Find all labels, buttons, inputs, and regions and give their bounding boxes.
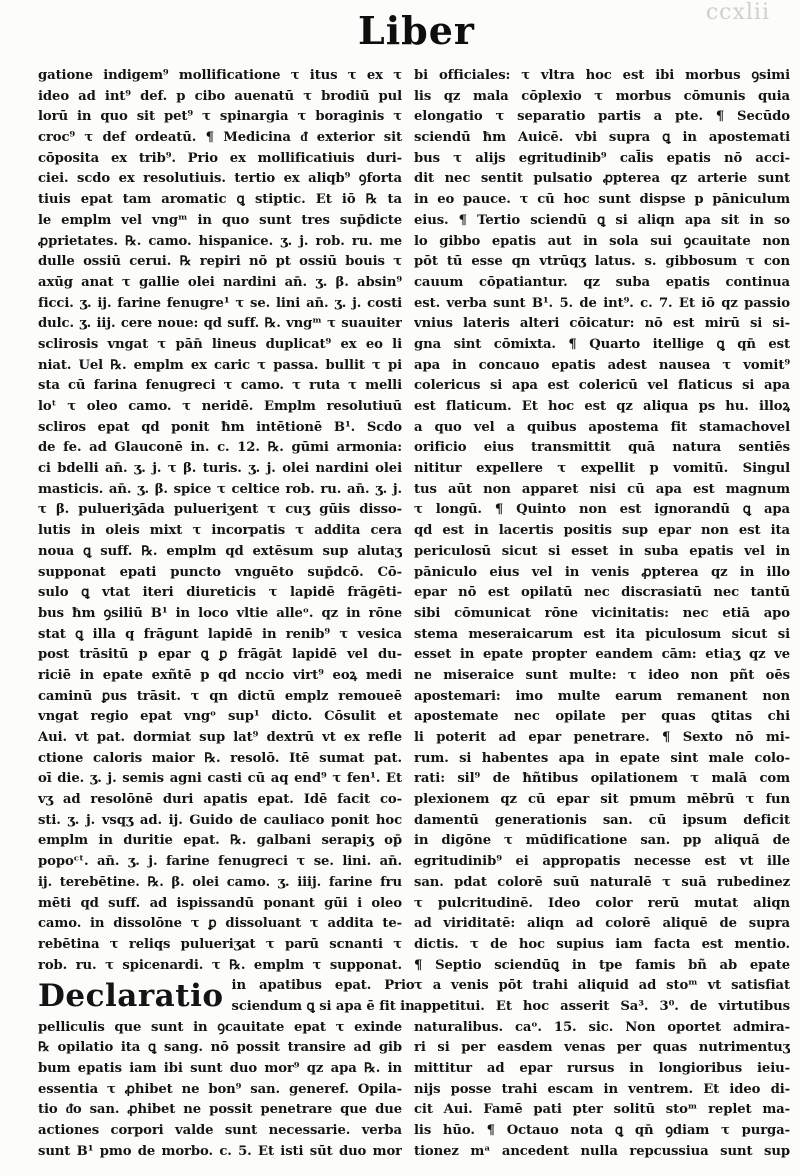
text-line: rati: sil⁹ de ħñtibus opilationem τ malā com: [414, 771, 790, 787]
text-line: pāniculo eius vel in venis ꝓpterea qz in illo: [414, 564, 790, 580]
text-line: esset in epate propter eandem cām: etiaʒ qz ve: [414, 647, 790, 663]
text-line: sclirosis vngat τ pān̄ lineus duplicat⁹ ex eo li: [38, 336, 402, 352]
text-line: ciei. scdo ex resolutiuis. tertio ex aliqb⁹ ꝯforta: [38, 171, 402, 187]
text-line: sulo ꝗ vtat iteri diureticis τ lapidē frāgēti-: [38, 585, 402, 601]
text-line: rob. ru. τ spicenardi. τ ℞. emplm τ supponat.: [38, 957, 402, 973]
text-line: lutis in oleis mixt τ incorpatis τ addita cera: [38, 523, 402, 539]
text-line: dit nec sentit pulsatio ꝓpterea qz arterie sunt: [414, 171, 790, 187]
text-line: camo. in dissolōne τ ꝑ dissoluant τ addita te-: [38, 916, 402, 932]
text-line: loᵗ τ oleo camo. τ neridē. Emplm resolutiuū: [38, 399, 402, 414]
running-head: Liber: [358, 8, 475, 53]
text-line: sciendū ħm Auicē. vbi supra ꝗ in apostemati: [414, 130, 790, 146]
text-line: de fe. ad Glauconē in. c. 12. ℞. gūmi armonia:: [38, 440, 402, 456]
text-line: stema meseraicarum est ita piculosum sicut si: [414, 626, 790, 642]
text-line: ℞ opilatio ita ꝗ sang. nō possit transire ad gib: [38, 1040, 402, 1056]
text-line: orificio eius transmittit quā natura sentiēs: [414, 440, 790, 456]
text-line: noua ꝗ suff. ℞. emplm qd extēsum sup alutaʒ: [38, 543, 402, 559]
text-line: in digōne τ mūdificatione san. pp aliquā de: [414, 833, 790, 849]
text-line: ad viriditatē: aliqn ad colorē aliquē de supra: [414, 916, 790, 932]
text-line: cit Aui. Famē pati pter solitū stoᵐ replet ma-: [414, 1102, 790, 1118]
heading-inline-text: [232, 976, 415, 1017]
text-line: τ a venis pōt trahi aliquid ad stoᵐ vt satisfiat: [414, 978, 790, 994]
text-line: tiuis epat tam aromatic ꝗ stiptic. Et iō ℞ ta: [38, 192, 402, 208]
text-line: plexionem qz cū epar sit pmum mēbrū τ fun: [414, 792, 790, 808]
text-line: vnius lateris alteri cōicatur: nō est mirū si si-: [414, 316, 790, 332]
text-line: in eo pauce. τ cū hoc sunt dispse p pāniculum: [414, 192, 790, 208]
text-line: est. verba sunt B¹. 5. de int⁹. c. 7. Et iō qz passio: [414, 295, 790, 311]
text-line: oī die. ʒ. j. semis agni casti cū aq end⁹ τ fen¹. Et: [38, 771, 402, 787]
text-line: sunt B¹ pmo de morbo. c. 5. Et isti sūt duo mor: [38, 1143, 402, 1159]
text-line: stat ꝗ illa q frāgunt lapidē in renib⁹ τ vesica: [38, 626, 402, 642]
text-line: lorū in quo sit pet⁹ τ spinargia τ boraginis τ: [38, 109, 402, 125]
text-line: cōposita ex trib⁹. Prio ex mollificatiuis duri-: [38, 150, 402, 166]
section-heading-row: [38, 976, 415, 1017]
text-line: Aui. vt pat. dormiat sup lat⁹ dextrū vt ex refle: [38, 730, 402, 745]
text-line: ideo ad int⁹ def. p cibo auenatū τ brodiū pul: [38, 88, 402, 104]
text-line: vʒ ad resolōnē duri apatis epat. Idē facit co-: [38, 792, 402, 808]
text-line: egritudinib⁹ ei appropatis necesse est vt ille: [414, 854, 790, 870]
text-line: nijs posse trahi escam in ventrem. Et ideo di-: [414, 1081, 790, 1097]
text-line: popoᶜᵗ. an̄. ʒ. j. farine fenugreci τ se. lini. an̄.: [38, 854, 402, 870]
text-line: ri si per easdem venas per quas nutrimentuʒ: [414, 1040, 790, 1056]
text-line: le emplm vel vngᵐ in quo sunt tres sup̄dicte: [38, 212, 402, 228]
text-line: bi officiales: τ vltra hoc est ibi morbus ꝯsimi: [414, 68, 790, 83]
text-line: scliros epat qd ponit ħm intētionē B¹. Scdo: [38, 419, 402, 435]
text-line: pelliculis que sunt in ꝯcauitate epat τ exinde: [38, 1019, 402, 1035]
text-line: ¶ Septio sciendūꝗ in tpe famis bñ ab epate: [414, 957, 790, 973]
left-lines-before-heading: [38, 66, 402, 976]
text-line: bum epatis iam ibi sunt duo mor⁹ qz apa ℞. in: [38, 1061, 402, 1077]
text-line: masticis. an̄. ʒ. β. spice τ celtice rob. ru. an̄. ʒ. j.: [38, 481, 402, 497]
text-line: caminū ꝑus trāsit. τ qn dictū emplz remoueē: [38, 688, 402, 704]
text-line: periculosū sicut si esset in suba epatis vel in: [414, 543, 790, 559]
text-line: gna sint cōmixta. ¶ Quarto itellige ꝗ qn̄ est: [414, 336, 790, 352]
text-line: ci bdelli an̄. ʒ. j. τ β. turis. ʒ. j. olei nardini olei: [38, 461, 402, 477]
text-line: lis hūo. ¶ Octauo nota ꝗ qn̄ ꝯdiam τ purga-: [414, 1123, 790, 1139]
text-line: tio ᵭo san. ꝓhibet ne possit penetrare que due: [38, 1102, 402, 1118]
text-line: in apatibus epat. Prio: [231, 978, 415, 994]
text-line: bus ħm ꝯsiliū B¹ in loco vltie alleᵒ. qz in rōne: [38, 605, 402, 621]
text-line: apostemate nec opilate per quas ꝗtitas chi: [414, 709, 790, 725]
text-line: elongatio τ separatio partis a pte. ¶ Secūdo: [414, 109, 790, 125]
text-line: sta cū farina fenugreci τ camo. τ ruta τ melli: [38, 378, 402, 394]
text-line: damentū generationis san. cū ipsum deficit: [414, 812, 790, 828]
text-line: gatione indigem⁹ mollificatione τ itus τ ex τ: [38, 68, 402, 83]
text-line: colericus si apa est colericū vel flaticus si apa: [414, 378, 790, 394]
text-line: ne miseraice sunt multe: τ ideo non pñt oēs: [414, 667, 790, 683]
text-line: ficci. ʒ. ij. farine fenugre¹ τ se. lini an̄. ʒ. j. costi: [38, 295, 402, 311]
text-line: bus τ alijs egritudinib⁹ cal̄is epatis nō acci-: [414, 150, 790, 166]
text-line: cauum cōpatiantur. qz suba epatis continua: [414, 274, 790, 290]
text-line: rebētina τ reliqs pulueriʒat τ parū scnanti τ: [38, 936, 402, 952]
text-line: naturalibus. caᵒ. 15. sic. Non oportet admira-: [414, 1019, 790, 1035]
text-line: dulc. ʒ. iij. cere noue: qd suff. ℞. vngᵐ τ suauiter: [38, 316, 402, 332]
text-line: τ longū. ¶ Quinto non est ignorandū ꝗ apa: [414, 502, 790, 518]
text-line: dulle ossiū cerui. ℞ repiri nō pt ossiū bouis τ: [38, 254, 402, 270]
text-line: rum. si habentes apa in epate sint male colo-: [414, 750, 790, 766]
text-line: τ β. pulueriʒāda pulueriʒent τ cuʒ gūis disso-: [38, 502, 402, 518]
text-line: apa in concauo epatis adest nausea τ vomit⁹: [414, 357, 790, 373]
text-line: lis qz mala cōplexio τ morbus cōmunis quia: [414, 88, 790, 104]
text-line: lo gibbo epatis aut in sola sui ꝯcauitate non: [414, 233, 790, 249]
text-line: epar nō est opilatū nec discrasiatū nec tantū: [414, 585, 790, 601]
text-line: mēti qd suff. ad ispissandū ponant gūi i oleo: [38, 895, 402, 911]
text-line: post trāsitū p epar ꝗ ꝑ frāgāt lapidē vel du-: [38, 647, 402, 663]
right-column: [414, 66, 790, 1162]
text-line: pōt tū esse qn vtrūqʒ latus. s. gibbosum τ con: [414, 254, 790, 270]
bleed-through-text: ccxlii: [705, 0, 770, 25]
left-lines-after-heading: [38, 1018, 402, 1163]
text-line: apostemari: imo multe earum remanent non: [414, 688, 790, 704]
text-line: eius. ¶ Tertio sciendū ꝗ si aliqn apa sit in so: [414, 212, 790, 228]
text-line: actiones corpori valde sunt necessarie. verba: [38, 1123, 402, 1139]
text-line: est flaticum. Et hoc est qz aliqua ps hu. illoꝝ: [414, 399, 790, 414]
text-line: niat. Uel ℞. emplm ex caric τ passa. bullit τ pi: [38, 357, 402, 373]
text-line: ctione caloris maior ℞. resolō. Itē sumat pat.: [38, 750, 402, 766]
left-column: [38, 66, 415, 1162]
text-line: ꝓprietates. ℞. camo. hispanice. ʒ. j. rob. ru. me: [38, 233, 402, 249]
text-line: croc⁹ τ def ordeatū. ¶ Medicina ᵭ exterior sit: [38, 130, 402, 146]
text-line: mittitur ad epar rursus in longioribus ieiu-: [414, 1061, 790, 1076]
text-line: axūg anat τ gallie olei nardini an̄. ʒ. β. absin⁹: [38, 274, 402, 290]
text-line: riciē in epate exñtē p qd nccio virt⁹ eoꝝ medi: [38, 667, 402, 683]
text-line: emplm in duritie epat. ℞. galbani serapiʒ op̄: [38, 833, 402, 849]
text-line: tionez mᵃ ancedent nulla repcussiua sunt sup: [414, 1143, 790, 1159]
text-line: tus aūt non apparet nisi cū apa est magnum: [414, 481, 790, 497]
text-line: supponat epati puncto vnguēto sup̄dcō. Cō-: [38, 564, 402, 580]
text-line: nititur expellere τ expellit p vomitū. Singul: [414, 461, 790, 477]
text-line: san. pdat colorē suū naturalē τ suā rubedinez: [414, 874, 790, 890]
section-heading: Declaratio: [38, 978, 224, 1015]
text-line: sibi cōmunicat rōne vicinitatis: nec etiā apo: [414, 605, 790, 621]
text-line: ij. terebētine. ℞. β. olei camo. ʒ. iiij. farine fru: [38, 874, 402, 890]
text-line: τ pulcritudinē. Ideo color rerū mutat aliqn: [414, 895, 790, 911]
text-line: li poterit ad epar penetrare. ¶ Sexto nō mi-: [414, 730, 790, 745]
text-line: appetitui. Et hoc asserit Sa³. 3⁰. de virtutibus: [414, 998, 790, 1014]
text-line: vngat regio epat vngᵒ sup¹ dicto. Cōsulit et: [38, 709, 402, 725]
text-line: sti. ʒ. j. vsqʒ ad. ij. Guido de cauliaco ponit hoc: [38, 812, 402, 828]
text-line: essentia τ ꝓhibet ne bon⁹ san. generef. Opila-: [38, 1081, 402, 1097]
text-line: qd est in lacertis positis sup epar non est ita: [414, 523, 790, 539]
text-line: sciendum ꝗ si apa ē fit in: [231, 998, 415, 1014]
text-line: dictis. τ de hoc supius iam facta est mentio.: [414, 936, 790, 952]
text-line: a quo vel a quibus apostema fit stamachovel: [414, 419, 790, 435]
